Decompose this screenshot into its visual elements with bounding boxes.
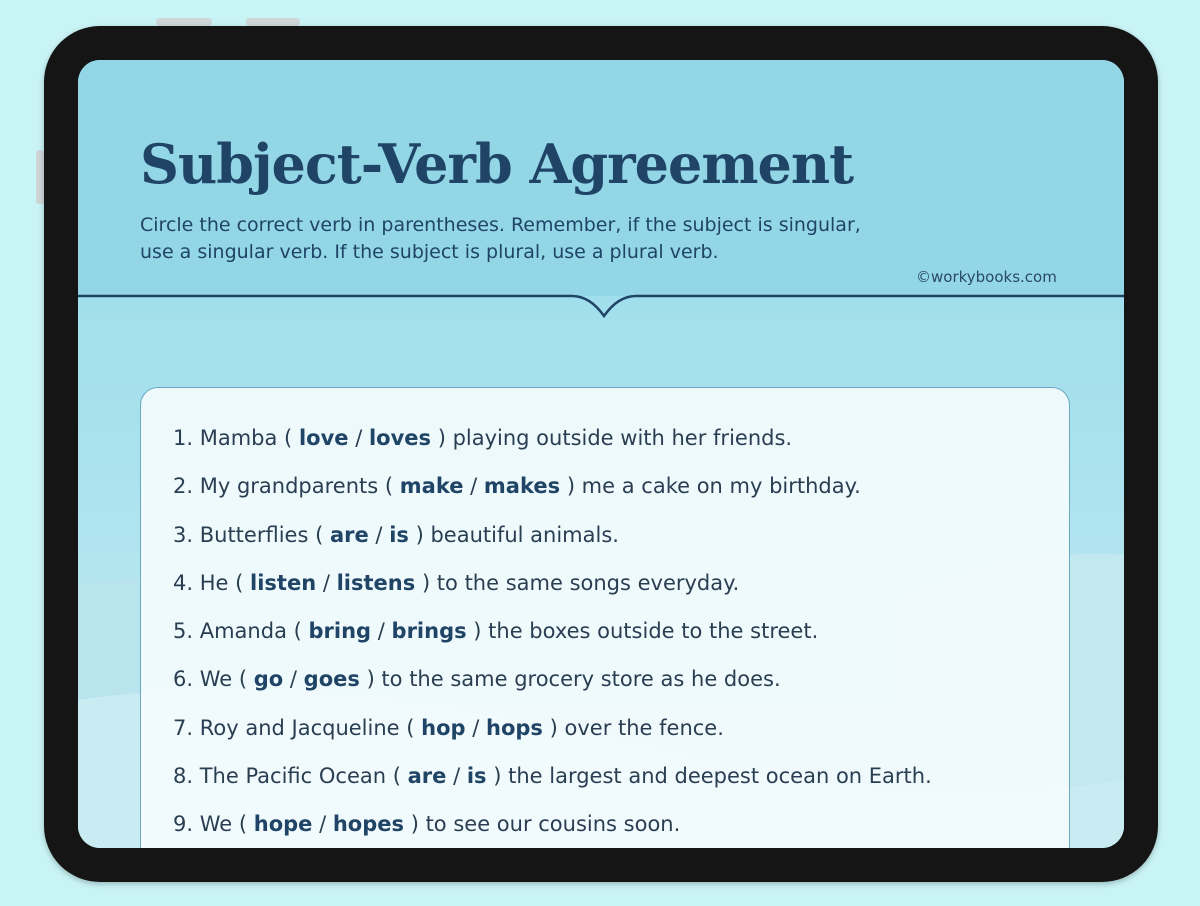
item-text-before: Butterflies ( xyxy=(199,522,324,547)
verb-option[interactable]: is xyxy=(466,764,487,789)
verb-option[interactable]: brings xyxy=(391,619,467,644)
item-text-before: My grandparents ( xyxy=(199,474,394,499)
verb-option[interactable]: goes xyxy=(303,667,360,692)
verb-separator: / xyxy=(319,812,327,837)
item-number: 3. xyxy=(173,522,194,547)
item-text-after: ) to see our cousins soon. xyxy=(410,812,681,837)
item-text-before: Mamba ( xyxy=(199,426,293,450)
verb-option[interactable]: loves xyxy=(368,426,432,450)
item-text-before: We ( xyxy=(199,667,248,692)
verb-option[interactable]: listens xyxy=(336,570,416,595)
item-text-before: The Pacific Ocean ( xyxy=(199,764,401,789)
exercise-item xyxy=(173,607,932,655)
item-text-before: We ( xyxy=(199,812,248,837)
item-text-before: He ( xyxy=(199,570,244,595)
verb-option[interactable]: hop xyxy=(421,715,466,740)
exercise-item xyxy=(173,559,932,607)
verb-separator: / xyxy=(377,619,385,644)
item-number: 6. xyxy=(173,667,194,692)
verb-separator: / xyxy=(355,426,363,450)
tablet-side-button xyxy=(36,150,44,204)
tablet-frame xyxy=(44,26,1158,882)
verb-option[interactable]: makes xyxy=(483,474,561,499)
item-number: 4. xyxy=(173,570,194,595)
exercise-item xyxy=(173,752,932,800)
exercise-item xyxy=(173,800,932,848)
exercise-list xyxy=(173,414,932,848)
verb-option[interactable]: are xyxy=(407,764,447,789)
worksheet-instructions: Circle the correct verb in parentheses. Remember, if the subject is singular, use a singular verb. If the subject is plural, use a plural verb. xyxy=(140,214,861,263)
item-text-before: Amanda ( xyxy=(199,619,302,644)
item-text-after: ) to the same songs everyday. xyxy=(421,570,740,595)
item-text-after: ) over the fence. xyxy=(549,715,724,740)
item-number: 1. xyxy=(173,426,194,450)
item-number: 8. xyxy=(173,764,194,789)
item-number: 5. xyxy=(173,619,194,644)
worksheet-title: Subject-Verb Agreement xyxy=(140,132,854,196)
item-number: 9. xyxy=(173,812,194,837)
header-divider xyxy=(78,282,1124,322)
verb-option[interactable]: hope xyxy=(253,812,313,837)
exercise-item xyxy=(173,655,932,703)
item-text-before: Roy and Jacqueline ( xyxy=(199,715,415,740)
item-text-after: ) me a cake on my birthday. xyxy=(566,474,861,499)
exercise-item xyxy=(173,704,932,752)
verb-option[interactable]: love xyxy=(298,426,349,450)
exercise-item xyxy=(173,511,932,559)
item-number: 7. xyxy=(173,715,194,740)
copyright-credit: ©workybooks.com xyxy=(916,268,1057,286)
verb-option[interactable]: go xyxy=(253,667,284,692)
item-text-after: ) beautiful animals. xyxy=(415,522,619,547)
item-text-after: ) playing outside with her friends. xyxy=(437,426,793,450)
item-text-after: ) the boxes outside to the street. xyxy=(473,619,819,644)
tablet-top-button xyxy=(246,18,300,26)
exercise-card xyxy=(140,387,1070,848)
item-text-after: ) to the same grocery store as he does. xyxy=(366,667,781,692)
verb-option[interactable]: hops xyxy=(486,715,543,740)
verb-option[interactable]: bring xyxy=(308,619,372,644)
verb-option[interactable]: listen xyxy=(250,570,317,595)
tablet-top-button xyxy=(156,18,212,26)
exercise-item xyxy=(173,414,932,462)
verb-separator: / xyxy=(375,522,383,547)
verb-separator: / xyxy=(322,570,330,595)
item-text-after: ) the largest and deepest ocean on Earth. xyxy=(493,764,932,789)
exercise-item xyxy=(173,462,932,510)
verb-option[interactable]: hopes xyxy=(332,812,405,837)
verb-option[interactable]: make xyxy=(399,474,464,499)
verb-separator: / xyxy=(289,667,297,692)
item-number: 2. xyxy=(173,474,194,499)
tablet-screen xyxy=(78,60,1124,848)
verb-separator: / xyxy=(453,764,461,789)
verb-option[interactable]: is xyxy=(389,522,409,547)
verb-separator: / xyxy=(472,715,480,740)
verb-option[interactable]: are xyxy=(329,522,369,547)
verb-separator: / xyxy=(470,474,478,499)
